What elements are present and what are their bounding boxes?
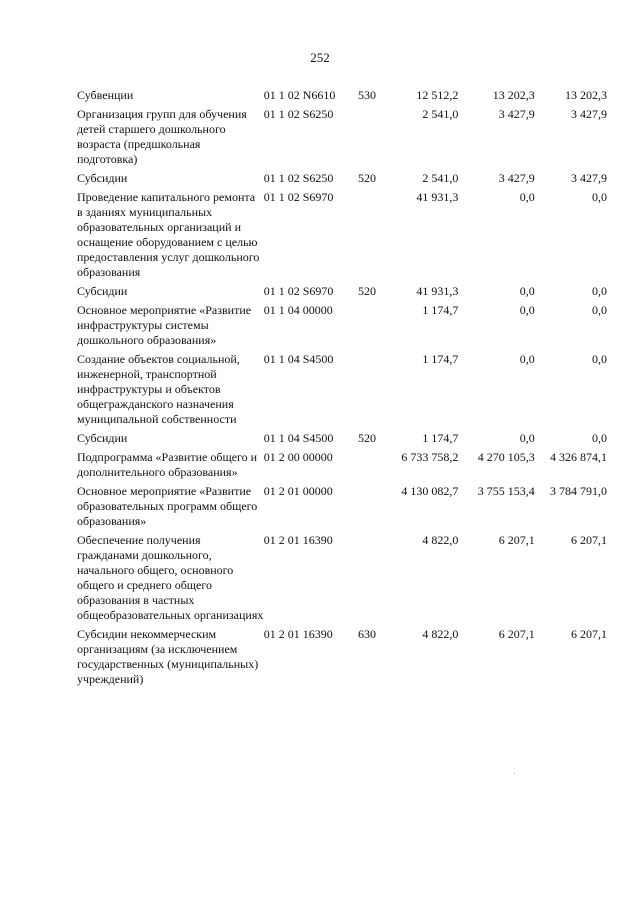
row-value-3: 0,0 bbox=[592, 303, 607, 317]
row-value-2: 0,0 bbox=[519, 352, 535, 366]
row-value-3: 13 202,3 bbox=[565, 88, 607, 102]
row-value-3: 0,0 bbox=[592, 431, 607, 445]
table-row bbox=[77, 533, 607, 627]
row-value-3: 3 784 791,0 bbox=[550, 484, 607, 498]
row-value-2: 6 207,1 bbox=[498, 533, 535, 547]
row-value-1: 1 174,7 bbox=[422, 431, 459, 445]
row-value-2: 0,0 bbox=[519, 190, 535, 204]
row-type bbox=[358, 107, 384, 171]
row-value-3: 6 207,1 bbox=[571, 627, 607, 641]
row-value-1: 41 931,3 bbox=[416, 190, 459, 204]
row-name: Обеспечение получения гражданами дошкольного, начального общего, основного общего и среднего общего образования в частных общеобразовательных организациях bbox=[77, 533, 264, 622]
row-value-1: 6 733 758,2 bbox=[401, 450, 459, 464]
row-name: Субсидии некоммерческим организациям (за исключением государственных (муниципальных) учреждений) bbox=[77, 627, 259, 686]
row-code: 01 2 01 16390 bbox=[263, 627, 333, 641]
row-code: 01 2 01 00000 bbox=[263, 484, 333, 498]
row-code: 01 1 02 S6250 bbox=[263, 107, 334, 121]
row-value-1: 4 130 082,7 bbox=[401, 484, 459, 498]
row-value-3: 3 427,9 bbox=[571, 107, 607, 121]
table-row bbox=[77, 171, 607, 190]
row-type: 530 bbox=[358, 88, 377, 102]
row-value-2: 0,0 bbox=[519, 284, 535, 298]
table-row bbox=[77, 484, 607, 533]
row-code: 01 1 04 S4500 bbox=[263, 431, 334, 445]
row-name: Субсидии bbox=[77, 284, 128, 298]
row-value-2: 4 270 105,3 bbox=[477, 450, 535, 464]
row-code: 01 1 02 S6970 bbox=[263, 284, 334, 298]
row-type bbox=[358, 450, 384, 484]
row-code: 01 1 02 S6250 bbox=[263, 171, 334, 185]
row-value-2: 3 755 153,4 bbox=[477, 484, 535, 498]
row-value-1: 2 541,0 bbox=[422, 107, 459, 121]
row-value-1: 4 822,0 bbox=[422, 627, 459, 641]
row-type: 520 bbox=[358, 431, 377, 445]
table-row bbox=[77, 88, 607, 107]
page-number: 252 bbox=[310, 50, 330, 65]
row-value-3: 6 207,1 bbox=[571, 533, 607, 547]
row-type: 520 bbox=[358, 171, 377, 185]
row-value-1: 41 931,3 bbox=[416, 284, 459, 298]
row-type: 520 bbox=[358, 284, 377, 298]
row-value-3: 0,0 bbox=[592, 190, 607, 204]
table-row bbox=[77, 352, 607, 431]
row-value-3: 0,0 bbox=[592, 284, 607, 298]
row-name: Субсидии bbox=[77, 171, 128, 185]
row-name: Основное мероприятие «Развитие образовательных программ общего образования» bbox=[77, 484, 258, 528]
table-row bbox=[77, 190, 607, 284]
row-value-1: 4 822,0 bbox=[422, 533, 459, 547]
table-row bbox=[77, 107, 607, 171]
row-name: Проведение капитального ремонта в зданиях муниципальных образовательных организаций и оснащение оборудованием с целью предоставления услуг дошкольного образования bbox=[77, 190, 260, 279]
row-type bbox=[358, 303, 384, 352]
row-code: 01 1 04 S4500 bbox=[263, 352, 334, 366]
row-value-1: 1 174,7 bbox=[422, 352, 459, 366]
row-value-1: 1 174,7 bbox=[422, 303, 459, 317]
table-row bbox=[77, 303, 607, 352]
row-type bbox=[358, 533, 384, 627]
row-name: Подпрограмма «Развитие общего и дополнительного образования» bbox=[77, 450, 258, 479]
row-name: Субвенции bbox=[77, 88, 134, 102]
row-type bbox=[358, 352, 384, 431]
row-code: 01 2 01 16390 bbox=[263, 533, 333, 547]
row-value-2: 3 427,9 bbox=[498, 107, 535, 121]
row-name: Субсидии bbox=[77, 431, 128, 445]
table-row bbox=[77, 431, 607, 450]
row-code: 01 1 02 S6970 bbox=[263, 190, 334, 204]
row-name: Основное мероприятие «Развитие инфраструктуры системы дошкольного образования» bbox=[77, 303, 252, 347]
row-type bbox=[358, 484, 384, 533]
table-row bbox=[77, 284, 607, 303]
row-value-3: 3 427,9 bbox=[571, 171, 607, 185]
row-value-1: 2 541,0 bbox=[422, 171, 459, 185]
row-type: 630 bbox=[358, 627, 377, 641]
row-value-2: 3 427,9 bbox=[498, 171, 535, 185]
table-row bbox=[77, 627, 607, 691]
table-row bbox=[77, 450, 607, 484]
row-code: 01 1 02 N6610 bbox=[263, 88, 336, 102]
budget-table bbox=[77, 88, 607, 691]
row-code: 01 2 00 00000 bbox=[263, 450, 333, 464]
row-type bbox=[358, 190, 384, 284]
row-value-2: 0,0 bbox=[519, 431, 535, 445]
row-value-2: 6 207,1 bbox=[498, 627, 535, 641]
row-value-3: 4 326 874,1 bbox=[550, 450, 607, 464]
row-code: 01 1 04 00000 bbox=[263, 303, 333, 317]
row-name: Создание объектов социальной, инженерной, транспортной инфраструктуры и объектов общегражданского назначения муниципальной собственности bbox=[77, 352, 240, 426]
row-name: Организация групп для обучения детей старшего дошкольного возраста (предшкольная подготовка) bbox=[77, 107, 247, 166]
scan-dot bbox=[514, 773, 515, 774]
row-value-2: 0,0 bbox=[519, 303, 535, 317]
row-value-1: 12 512,2 bbox=[416, 88, 459, 102]
row-value-2: 13 202,3 bbox=[492, 88, 535, 102]
row-value-3: 0,0 bbox=[592, 352, 607, 366]
